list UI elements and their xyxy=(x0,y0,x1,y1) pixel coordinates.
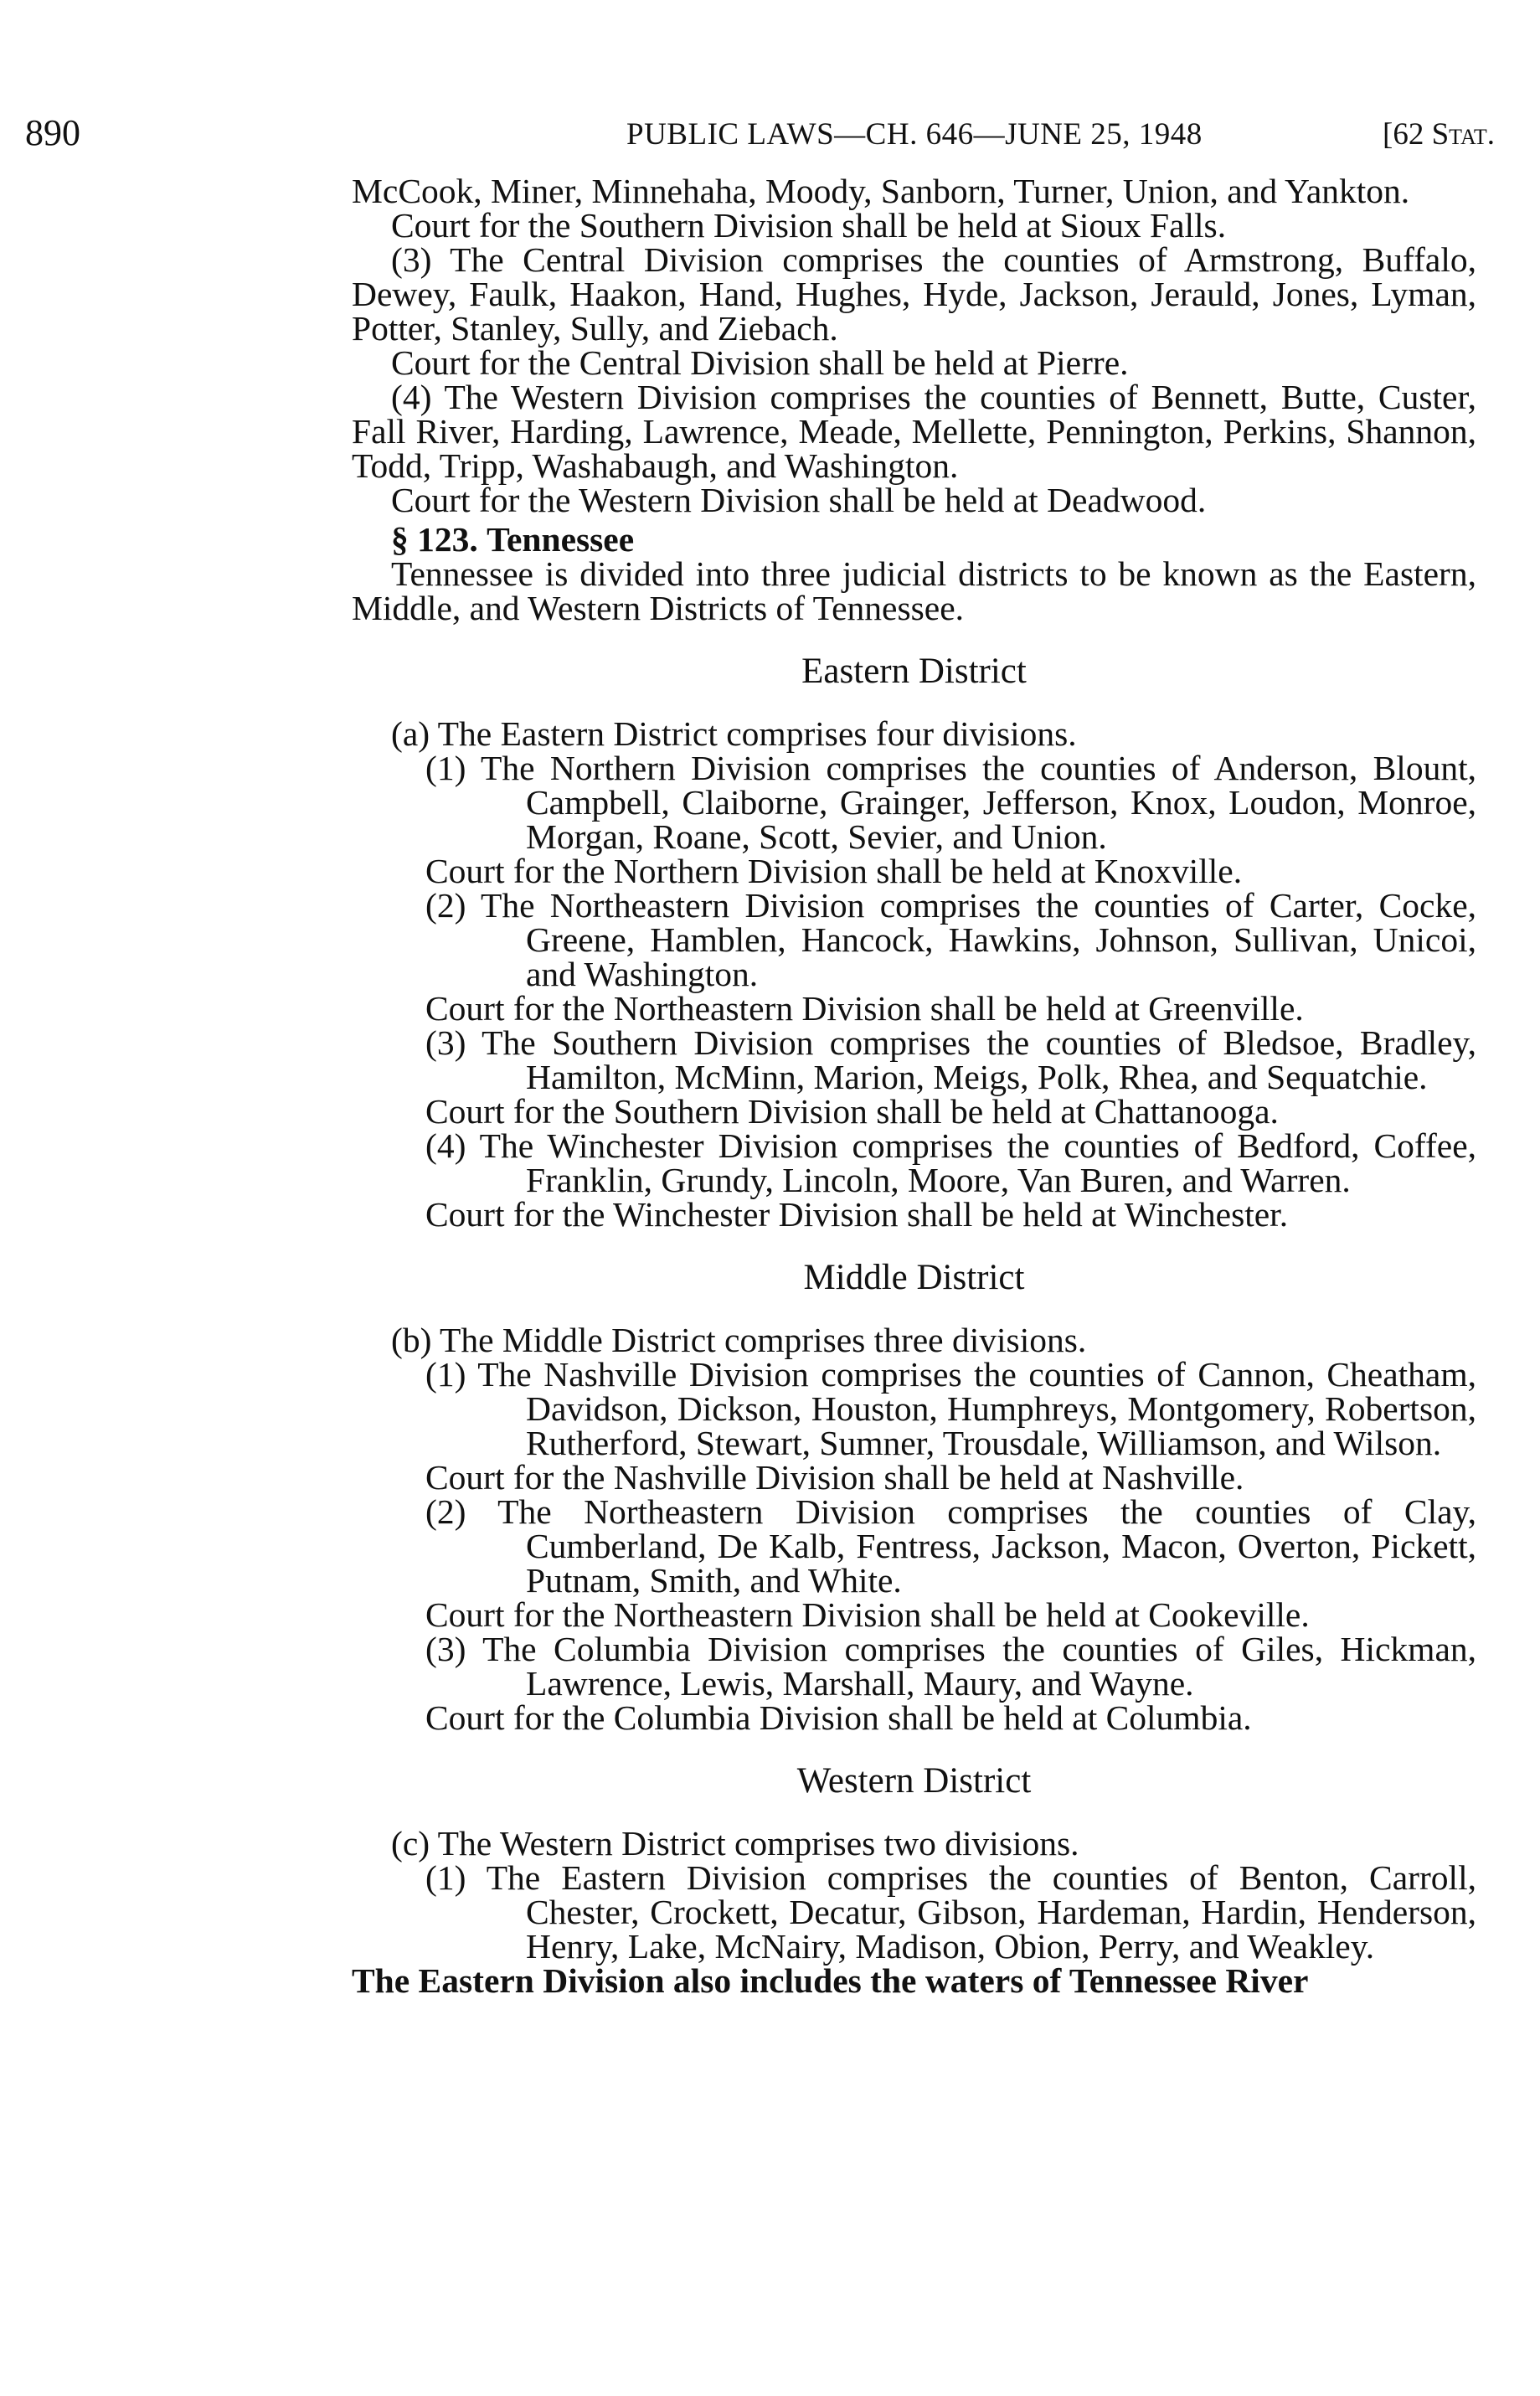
page-number: 890 xyxy=(25,112,80,153)
eastern-item-3: (3) The Southern Division comprises the counties of Bledsoe, Bradley, Hamilton, McMinn, Marion, Meigs, Polk, Rhea, and Sequatchie. xyxy=(425,1023,1476,1096)
eastern-district-lead: (a) The Eastern District comprises four divisions. xyxy=(391,714,1077,753)
section-number: § 123. xyxy=(391,520,478,559)
eastern-court-2: Court for the Northeastern Division shall be held at Greenville. xyxy=(425,989,1304,1028)
eastern-item-4: (4) The Winchester Division comprises the counties of Bedford, Coffee, Franklin, Grundy, Lincoln, Moore, Van Buren, and Warren. xyxy=(425,1126,1476,1199)
eastern-court-4: Court for the Winchester Division shall be held at Winchester. xyxy=(425,1195,1289,1234)
section-title: Tennessee xyxy=(487,520,635,559)
south-dakota-western-court: Court for the Western Division shall be held at Deadwood. xyxy=(391,481,1207,519)
south-dakota-southern-court: Court for the Southern Division shall be held at Sioux Falls. xyxy=(391,206,1227,245)
middle-item-3: (3) The Columbia Division comprises the counties of Giles, Hickman, Lawrence, Lewis, Marshall, Maury, and Wayne. xyxy=(425,1630,1476,1703)
volume-reference: [62 Stat. xyxy=(1383,117,1495,152)
eastern-item-2: (2) The Northeastern Division comprises the counties of Carter, Cocke, Greene, Hamblen, Hancock, Hawkins, Johnson, Sullivan, Unicoi, and Washington. xyxy=(425,886,1476,993)
western-district-heading: Western District xyxy=(796,1761,1032,1801)
middle-court-3: Court for the Columbia Division shall be held at Columbia. xyxy=(425,1698,1252,1737)
middle-district-heading: Middle District xyxy=(803,1258,1025,1297)
section-heading xyxy=(352,520,1476,559)
eastern-court-3: Court for the Southern Division shall be held at Chattanooga. xyxy=(425,1092,1279,1131)
document-body xyxy=(352,174,1476,1998)
eastern-court-1: Court for the Northern Division shall be held at Knoxville. xyxy=(425,852,1243,890)
running-title: PUBLIC LAWS—CH. 646—JUNE 25, 1948 xyxy=(626,117,1203,152)
south-dakota-western-division: (4) The Western Division comprises the counties of Bennett, Butte, Custer, Fall River, Harding, Lawrence, Meade, Mellette, Pennington, Perkins, Shannon, Todd, Tripp, Washabaugh, and Washington. xyxy=(352,378,1476,485)
middle-item-2: (2) The Northeastern Division comprises the counties of Clay, Cumberland, De Kalb, Fentress, Jackson, Macon, Overton, Pickett, Putnam, Smith, and White. xyxy=(425,1492,1476,1600)
middle-item-1: (1) The Nashville Division comprises the counties of Cannon, Cheatham, Davidson, Dickson, Houston, Humphreys, Montgomery, Robertson, Rutherford, Stewart, Sumner, Trousdale, Williamson, and Wilson. xyxy=(425,1355,1476,1462)
running-header xyxy=(25,111,1495,162)
eastern-item-1: (1) The Northern Division comprises the counties of Anderson, Blount, Campbell, Claiborne, Grainger, Jefferson, Knox, Loudon, Monroe, Morgan, Roane, Scott, Sevier, and Union. xyxy=(425,749,1476,856)
western-district-lead: (c) The Western District comprises two divisions. xyxy=(391,1824,1079,1863)
tennessee-intro: Tennessee is divided into three judicial districts to be known as the Eastern, Middle, and Western Districts of Tennessee. xyxy=(352,554,1476,627)
south-dakota-central-division: (3) The Central Division comprises the counties of Armstrong, Buffalo, Dewey, Faulk, Haakon, Hand, Hughes, Hyde, Jackson, Jerauld, Jones, Lyman, Potter, Stanley, Sully, and Ziebach. xyxy=(352,240,1476,348)
middle-district-lead: (b) The Middle District comprises three divisions. xyxy=(391,1321,1087,1359)
middle-court-1: Court for the Nashville Division shall be held at Nashville. xyxy=(425,1458,1244,1497)
middle-court-2: Court for the Northeastern Division shall be held at Cookeville. xyxy=(425,1595,1310,1634)
south-dakota-continuation: McCook, Miner, Minnehaha, Moody, Sanborn, Turner, Union, and Yankton. xyxy=(352,172,1410,210)
eastern-district-heading: Eastern District xyxy=(801,652,1027,691)
south-dakota-central-court: Court for the Central Division shall be held at Pierre. xyxy=(391,343,1129,382)
western-final-line: The Eastern Division also includes the waters of Tennessee River xyxy=(352,1961,1309,2000)
western-item-1: (1) The Eastern Division comprises the counties of Benton, Carroll, Chester, Crockett, Decatur, Gibson, Hardeman, Hardin, Henderson, Henry, Lake, McNairy, Madison, Obion, Perry, and Weakley. xyxy=(425,1858,1476,1966)
